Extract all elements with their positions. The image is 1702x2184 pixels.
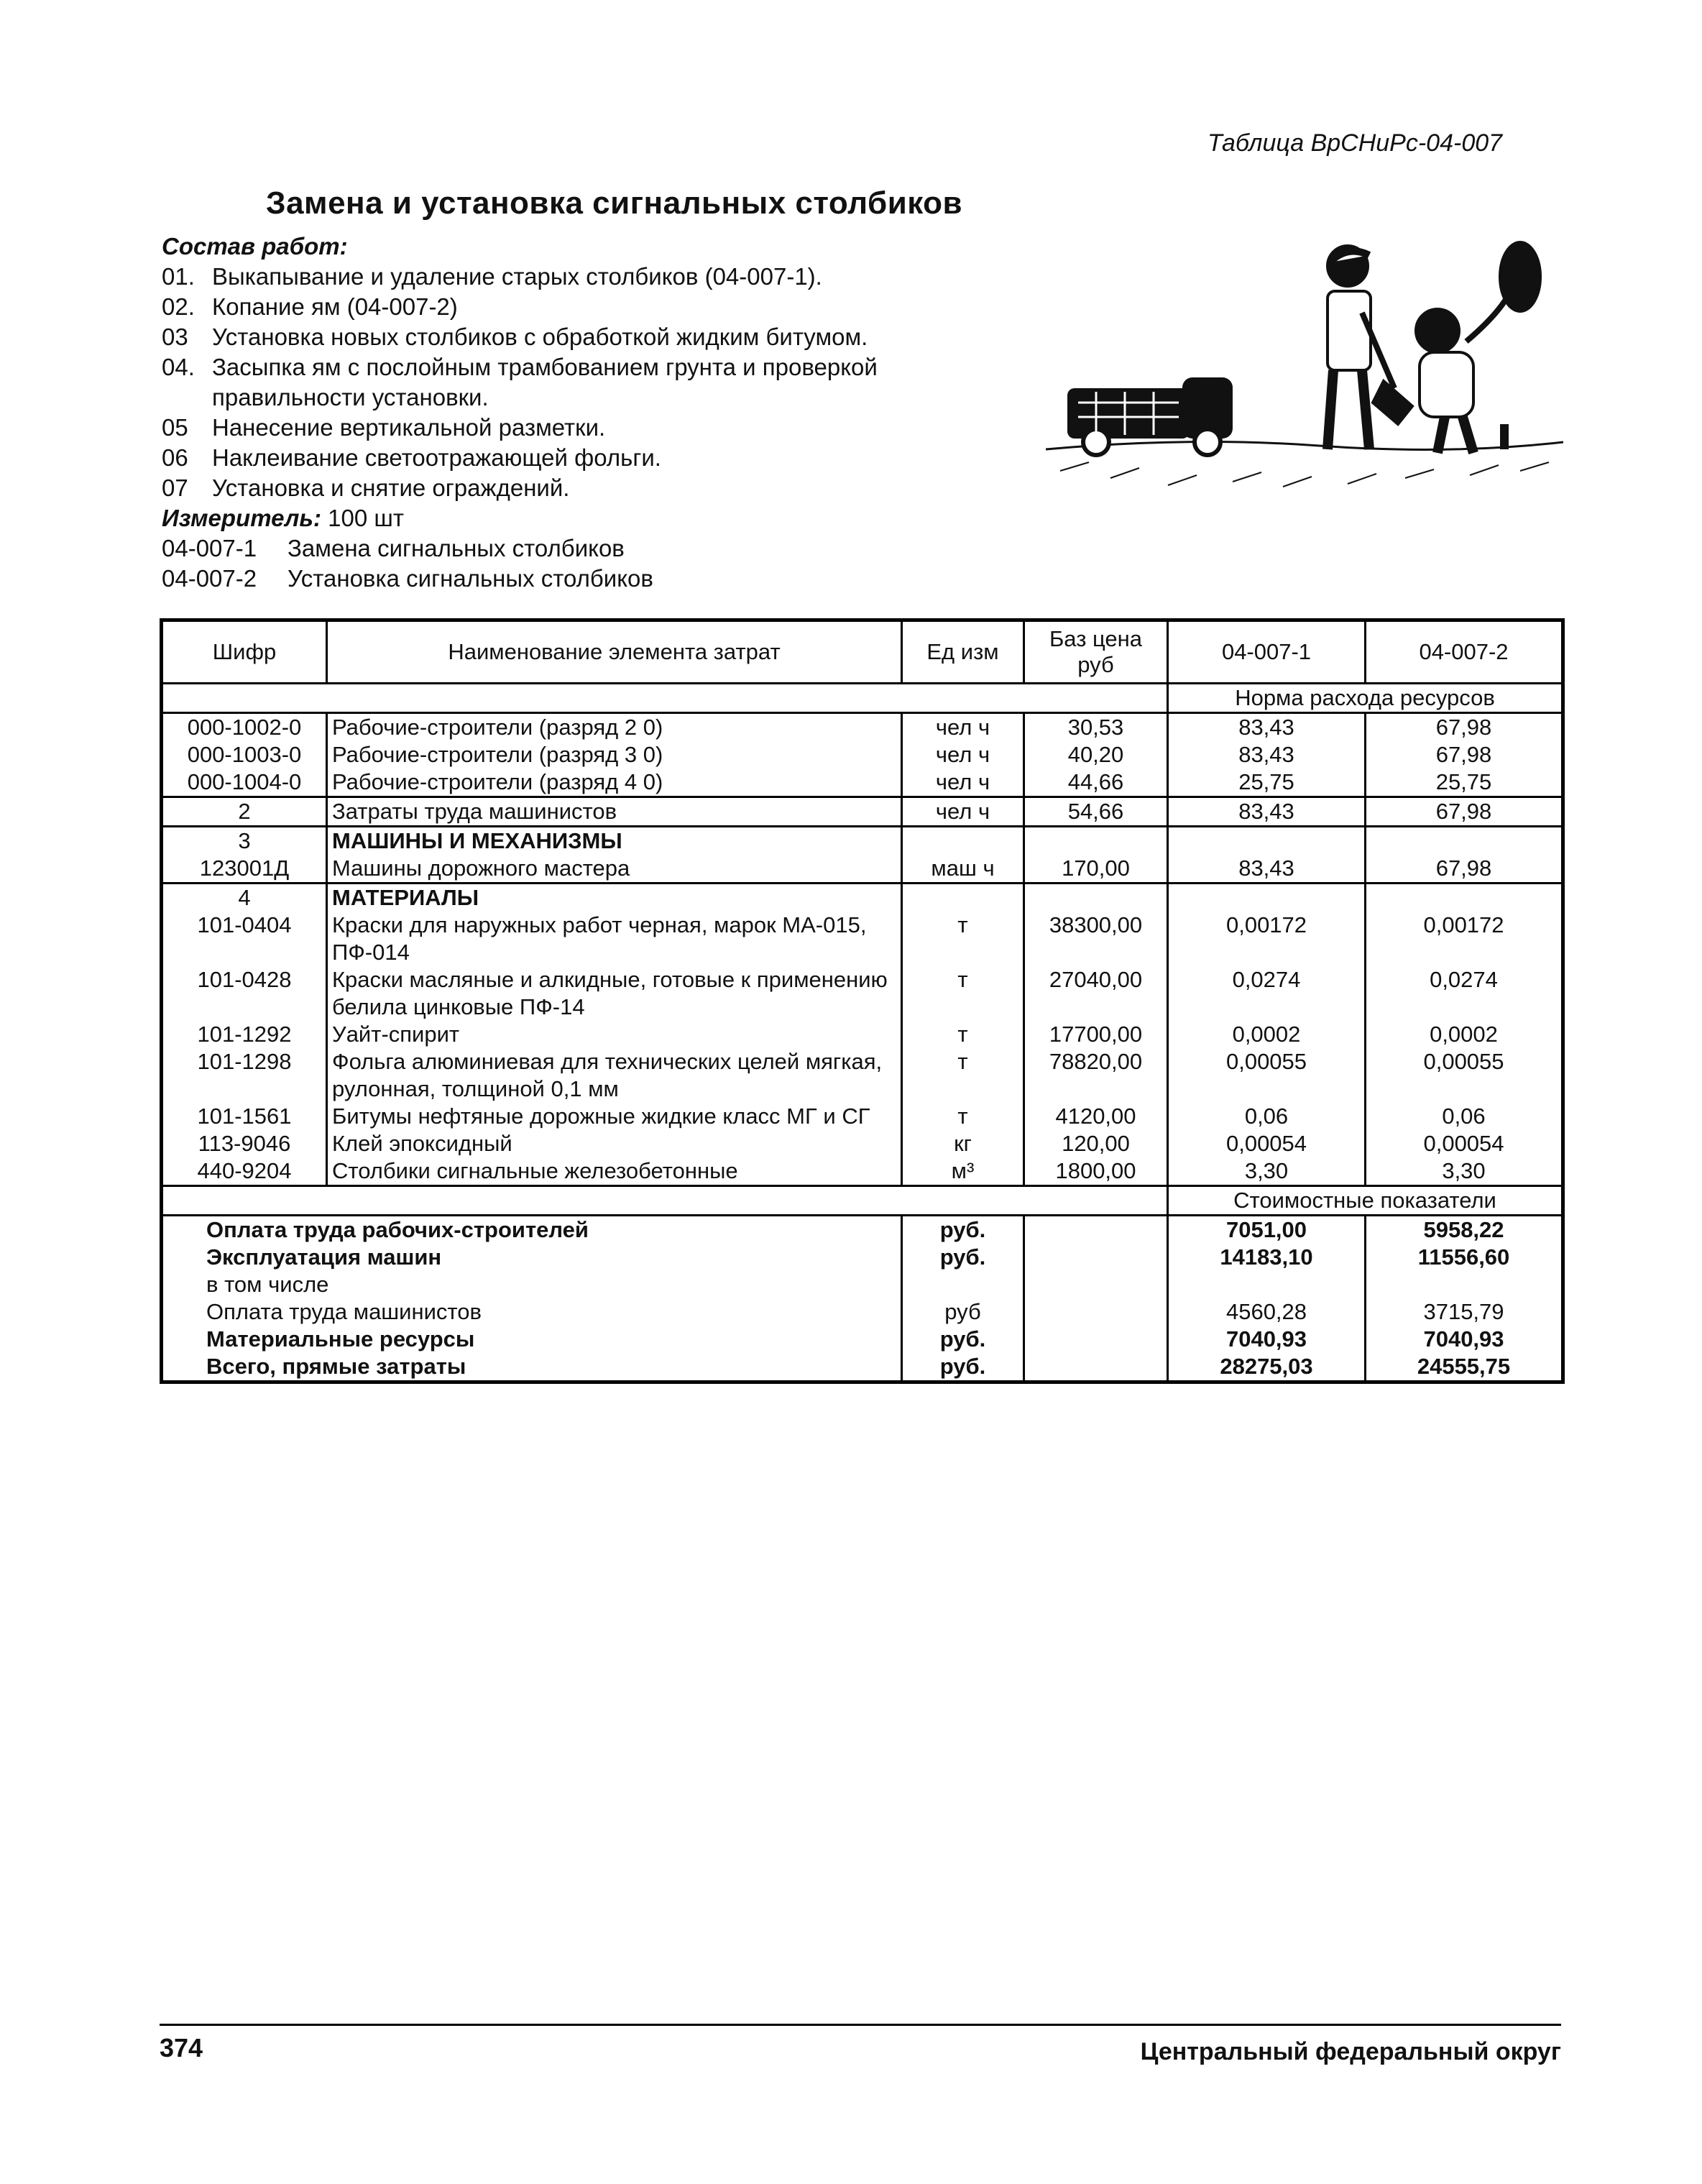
cell-unit: м³ xyxy=(902,1157,1024,1186)
cost-name: Оплата труда рабочих-строителей xyxy=(206,1217,589,1242)
cell-code: 123001Д xyxy=(199,855,290,881)
cell-name: Краски масляные и алкидные, готовые к применению белила цинковые ПФ-14 xyxy=(327,966,902,1021)
cell-name: МАТЕРИАЛЫ xyxy=(327,884,902,912)
table-row xyxy=(162,1130,1563,1157)
work-item-text: Засыпка ям с послойным трамбованием грунта и проверкой правильности установки. xyxy=(212,354,878,410)
cell-unit: чел ч xyxy=(902,741,1024,768)
cost-row xyxy=(162,1353,1563,1382)
table-row xyxy=(162,1103,1563,1130)
work-item-number: 07 xyxy=(162,474,188,501)
cell-unit: кг xyxy=(902,1130,1024,1157)
header-unit: Ед изм xyxy=(902,620,1024,684)
cell-name: Машины дорожного мастера xyxy=(327,855,902,884)
cell-value-2: 67,98 xyxy=(1366,797,1563,827)
cell-value-1: 25,75 xyxy=(1168,768,1366,797)
code-id: 04-007-1 xyxy=(162,535,257,561)
cell-value-2: 0,00054 xyxy=(1366,1130,1563,1157)
cell-price: 170,00 xyxy=(1024,855,1168,884)
cost-price-empty xyxy=(1024,1298,1168,1326)
cost-value-1: 7040,93 xyxy=(1168,1326,1366,1353)
cell-value-1: 0,00172 xyxy=(1168,912,1366,966)
table-row xyxy=(162,1021,1563,1048)
section-spacer xyxy=(162,1186,1168,1216)
cell-value-2: 67,98 xyxy=(1366,855,1563,884)
cost-value-2: 11556,60 xyxy=(1366,1244,1563,1271)
cell-name: Уайт-спирит xyxy=(327,1021,902,1048)
work-item-text: Нанесение вертикальной разметки. xyxy=(212,414,606,441)
cell-value-2: 0,0002 xyxy=(1366,1021,1563,1048)
cell-value-1: 0,06 xyxy=(1168,1103,1366,1130)
meter-line xyxy=(162,503,1024,533)
table-row xyxy=(162,713,1563,742)
table-row xyxy=(162,741,1563,768)
page-number: 374 xyxy=(160,2033,203,2063)
cell-price xyxy=(1024,827,1168,855)
cell-value-2: 67,98 xyxy=(1366,741,1563,768)
cell-price: 40,20 xyxy=(1024,741,1168,768)
footer-divider xyxy=(160,2024,1561,2026)
cell-code: 2 xyxy=(162,797,327,827)
table-reference: Таблица ВрСНиРс-04-007 xyxy=(1208,129,1503,157)
table-body xyxy=(162,684,1563,1382)
cell-code: 3 xyxy=(162,827,327,855)
cost-unit: руб. xyxy=(902,1353,1024,1382)
cell-value-1: 0,0274 xyxy=(1168,966,1366,1021)
cost-value-1: 14183,10 xyxy=(1168,1244,1366,1271)
cell-code: 101-1561 xyxy=(197,1104,292,1129)
norm-section-header xyxy=(162,684,1563,713)
cost-value-2: 24555,75 xyxy=(1366,1353,1563,1382)
cost-name: Оплата труда машинистов xyxy=(206,1299,482,1324)
cost-price-empty xyxy=(1024,1353,1168,1382)
cost-row xyxy=(162,1216,1563,1244)
cell-price: 54,66 xyxy=(1024,797,1168,827)
work-composition-label: Состав работ: xyxy=(162,233,348,260)
work-item xyxy=(162,413,1024,443)
cost-value-2: 5958,22 xyxy=(1366,1216,1563,1244)
cost-value-1: 4560,28 xyxy=(1168,1298,1366,1326)
work-item xyxy=(162,473,1024,503)
cell-code: 4 xyxy=(162,884,327,912)
cost-section-header xyxy=(162,1186,1563,1216)
cost-value-2: 7040,93 xyxy=(1366,1326,1563,1353)
cell-price: 27040,00 xyxy=(1024,966,1168,1021)
work-item xyxy=(162,352,1024,413)
work-item-text: Копание ям (04-007-2) xyxy=(212,293,458,320)
table-row xyxy=(162,1048,1563,1103)
cell-value-1: 83,43 xyxy=(1168,713,1366,742)
cell-unit: т xyxy=(902,912,1024,966)
cell-value-2 xyxy=(1366,884,1563,912)
cell-value-2: 0,00055 xyxy=(1366,1048,1563,1103)
cell-name: Рабочие-строители (разряд 2 0) xyxy=(327,713,902,742)
work-item xyxy=(162,292,1024,322)
work-item-number: 04. xyxy=(162,354,195,380)
table-row xyxy=(162,827,1563,855)
table-row xyxy=(162,768,1563,797)
cost-price-empty xyxy=(1024,1244,1168,1271)
work-item-number: 01. xyxy=(162,263,195,290)
cost-value-2: 3715,79 xyxy=(1366,1298,1563,1326)
work-item-text: Установка новых столбиков с обработкой жидким битумом. xyxy=(212,324,868,350)
work-item-text: Наклеивание светоотражающей фольги. xyxy=(212,444,661,471)
cell-price: 1800,00 xyxy=(1024,1157,1168,1186)
cost-unit: руб. xyxy=(902,1326,1024,1353)
page-title: Замена и установка сигнальных столбиков xyxy=(266,185,963,221)
cost-row xyxy=(162,1271,1563,1298)
cell-code: 101-0428 xyxy=(197,967,292,992)
meter-label: Измеритель: xyxy=(162,505,321,531)
cell-price: 38300,00 xyxy=(1024,912,1168,966)
table-row xyxy=(162,1157,1563,1186)
cell-name: Рабочие-строители (разряд 4 0) xyxy=(327,768,902,797)
cell-code: 000-1004-0 xyxy=(187,769,302,794)
cost-unit: руб. xyxy=(902,1244,1024,1271)
cell-unit xyxy=(902,884,1024,912)
cost-row xyxy=(162,1326,1563,1353)
work-item xyxy=(162,262,1024,292)
workers-illustration xyxy=(1046,234,1563,496)
table-row xyxy=(162,966,1563,1021)
cell-name: Затраты труда машинистов xyxy=(327,797,902,827)
cell-value-2: 0,0274 xyxy=(1366,966,1563,1021)
intro-section xyxy=(162,231,1024,594)
section-spacer xyxy=(162,684,1168,713)
cell-code: 113-9046 xyxy=(198,1131,291,1156)
work-item xyxy=(162,322,1024,352)
cell-unit: т xyxy=(902,1048,1024,1103)
cell-unit: чел ч xyxy=(902,768,1024,797)
cost-row xyxy=(162,1244,1563,1271)
cell-value-1: 83,43 xyxy=(1168,797,1366,827)
footer-region: Центральный федеральный округ xyxy=(1140,2038,1561,2065)
work-items-list xyxy=(162,262,1024,503)
cell-code: 440-9204 xyxy=(197,1158,292,1183)
section-label: Норма расхода ресурсов xyxy=(1168,684,1563,713)
table-row xyxy=(162,912,1563,966)
cell-unit: чел ч xyxy=(902,713,1024,742)
cell-price: 30,53 xyxy=(1024,713,1168,742)
table-row xyxy=(162,884,1563,912)
cell-name: МАШИНЫ И МЕХАНИЗМЫ xyxy=(327,827,902,855)
cell-value-1: 83,43 xyxy=(1168,741,1366,768)
work-item-text: Установка и снятие ограждений. xyxy=(212,474,570,501)
cell-name: Битумы нефтяные дорожные жидкие класс МГ и СГ xyxy=(327,1103,902,1130)
cell-code: 000-1003-0 xyxy=(187,742,302,767)
cell-value-2: 0,00172 xyxy=(1366,912,1563,966)
cell-price xyxy=(1024,884,1168,912)
cell-value-2 xyxy=(1366,827,1563,855)
cell-unit xyxy=(902,827,1024,855)
cost-price-empty xyxy=(1024,1326,1168,1353)
cell-unit: т xyxy=(902,966,1024,1021)
cost-value-1: 7051,00 xyxy=(1168,1216,1366,1244)
table-row xyxy=(162,855,1563,884)
work-item-text: Выкапывание и удаление старых столбиков (04-007-1). xyxy=(212,263,822,290)
work-item-number: 03 xyxy=(162,324,188,350)
cell-unit: т xyxy=(902,1021,1024,1048)
cell-price: 78820,00 xyxy=(1024,1048,1168,1103)
cell-name: Столбики сигнальные железобетонные xyxy=(327,1157,902,1186)
cell-name: Рабочие-строители (разряд 3 0) xyxy=(327,741,902,768)
cost-unit: руб xyxy=(902,1298,1024,1326)
cost-name: Материальные ресурсы xyxy=(206,1326,475,1352)
cell-code: 101-1292 xyxy=(197,1022,292,1047)
cell-name: Клей эпоксидный xyxy=(327,1130,902,1157)
code-item xyxy=(162,564,1024,594)
cell-value-1: 0,0002 xyxy=(1168,1021,1366,1048)
cell-value-1: 0,00055 xyxy=(1168,1048,1366,1103)
code-text: Замена сигнальных столбиков xyxy=(288,535,625,561)
cell-value-1 xyxy=(1168,827,1366,855)
work-item-number: 05 xyxy=(162,414,188,441)
header-code: Шифр xyxy=(162,620,327,684)
section-label: Стоимостные показатели xyxy=(1168,1186,1563,1216)
cell-price: 44,66 xyxy=(1024,768,1168,797)
meter-value: 100 шт xyxy=(328,505,404,531)
cell-value-2: 25,75 xyxy=(1366,768,1563,797)
cell-value-1: 83,43 xyxy=(1168,855,1366,884)
table-header-row xyxy=(162,620,1563,684)
cost-name: Всего, прямые затраты xyxy=(206,1354,466,1379)
cost-unit: руб. xyxy=(902,1216,1024,1244)
cell-code: 101-0404 xyxy=(197,912,292,937)
cell-code: 101-1298 xyxy=(197,1049,292,1074)
header-col1: 04-007-1 xyxy=(1168,620,1366,684)
cost-price-empty xyxy=(1024,1271,1168,1298)
code-list xyxy=(162,533,1024,594)
cost-value-2 xyxy=(1366,1271,1563,1298)
cell-unit: маш ч xyxy=(902,855,1024,884)
code-id: 04-007-2 xyxy=(162,565,257,592)
cell-unit: т xyxy=(902,1103,1024,1130)
cell-value-1: 3,30 xyxy=(1168,1157,1366,1186)
header-col2: 04-007-2 xyxy=(1366,620,1563,684)
cost-value-1 xyxy=(1168,1271,1366,1298)
cost-row xyxy=(162,1298,1563,1326)
cell-price: 120,00 xyxy=(1024,1130,1168,1157)
header-name: Наименование элемента затрат xyxy=(327,620,902,684)
table-row xyxy=(162,797,1563,827)
cell-value-1 xyxy=(1168,884,1366,912)
work-item xyxy=(162,443,1024,473)
cell-value-1: 0,00054 xyxy=(1168,1130,1366,1157)
resource-table xyxy=(160,618,1565,1384)
work-item-number: 02. xyxy=(162,293,195,320)
cell-name: Фольга алюминиевая для технических целей мягкая, рулонная, толщиной 0,1 мм xyxy=(327,1048,902,1103)
cost-name: в том числе xyxy=(206,1272,329,1297)
cost-value-1: 28275,03 xyxy=(1168,1353,1366,1382)
cell-value-2: 67,98 xyxy=(1366,713,1563,742)
cell-value-2: 3,30 xyxy=(1366,1157,1563,1186)
cell-name: Краски для наружных работ черная, марок МА-015, ПФ-014 xyxy=(327,912,902,966)
work-item-number: 06 xyxy=(162,444,188,471)
cell-price: 4120,00 xyxy=(1024,1103,1168,1130)
cell-value-2: 0,06 xyxy=(1366,1103,1563,1130)
cell-code: 000-1002-0 xyxy=(187,715,302,740)
header-price: Баз цена руб xyxy=(1024,620,1168,684)
code-text: Установка сигнальных столбиков xyxy=(288,565,653,592)
cost-price-empty xyxy=(1024,1216,1168,1244)
cost-unit xyxy=(902,1271,1024,1298)
cost-name: Эксплуатация машин xyxy=(206,1244,442,1270)
code-item xyxy=(162,533,1024,564)
cell-price: 17700,00 xyxy=(1024,1021,1168,1048)
cell-unit: чел ч xyxy=(902,797,1024,827)
